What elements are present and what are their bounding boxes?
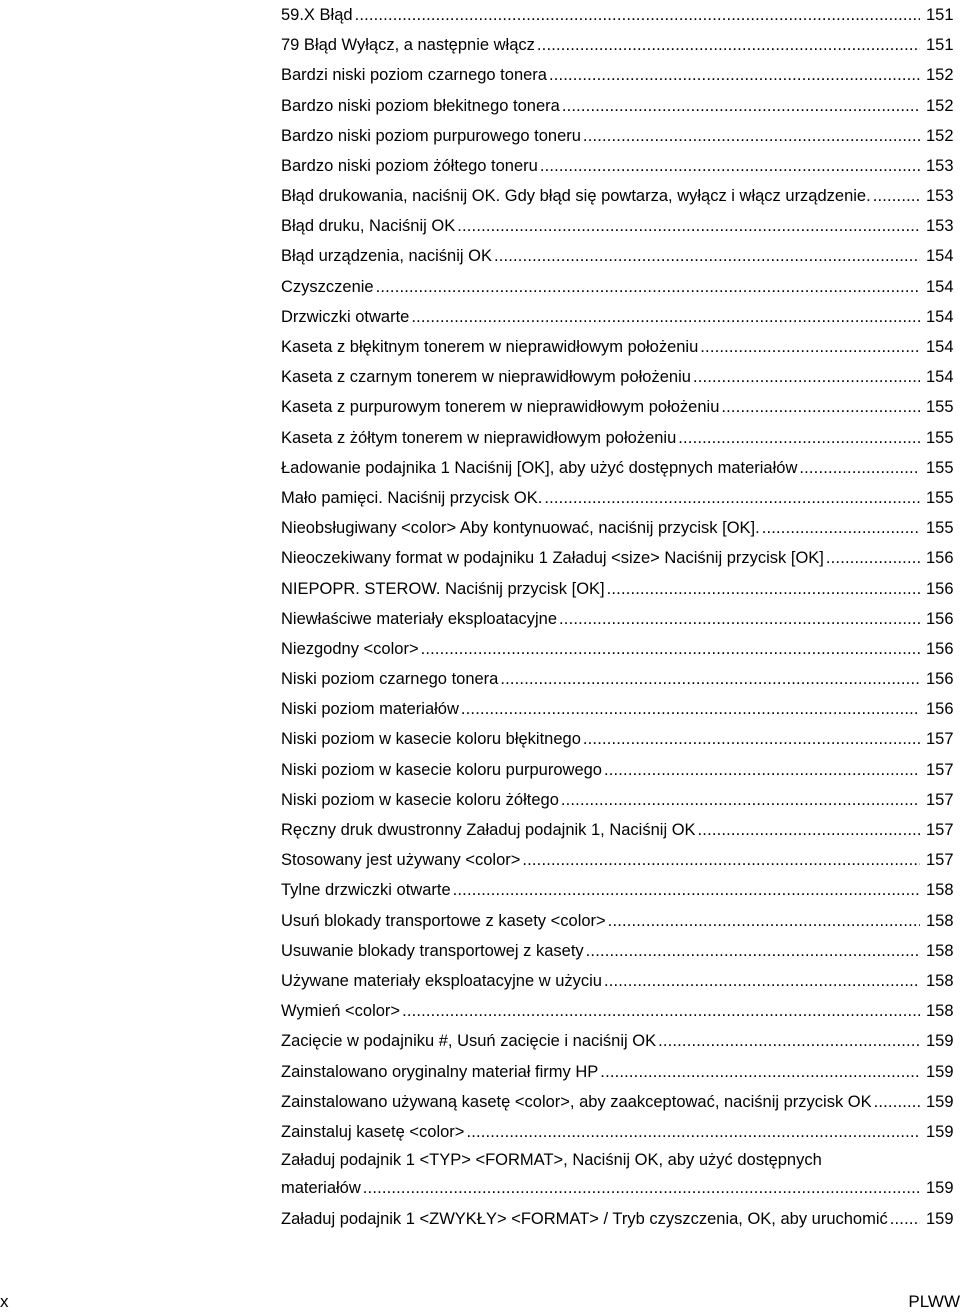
toc-entry-page: 156: [926, 639, 954, 658]
toc-entry-page: 155: [926, 519, 954, 538]
toc-entry-title: Niski poziom czarnego tonera: [281, 670, 499, 689]
toc-entry[interactable]: [281, 694, 960, 724]
toc-entry[interactable]: [281, 483, 960, 513]
toc-entry-page: 155: [926, 398, 954, 417]
toc-entry[interactable]: [281, 211, 960, 241]
toc-entry[interactable]: [281, 845, 960, 875]
toc-entry[interactable]: [281, 966, 960, 996]
toc-entry-title: Niski poziom w kasecie koloru żółtego: [281, 790, 559, 809]
toc-entry-page: 153: [926, 187, 954, 206]
toc-entry[interactable]: [281, 906, 960, 936]
dot-leader: [540, 151, 920, 181]
toc-entry-page: 152: [926, 126, 954, 145]
toc-entry-page: 159: [926, 1122, 954, 1141]
toc-entry-page: 154: [926, 368, 954, 387]
toc-entry-title: Niski poziom w kasecie koloru purpurowego: [281, 760, 602, 779]
dot-leader: [874, 1087, 920, 1117]
dot-leader: [583, 724, 920, 754]
dot-leader: [561, 785, 920, 815]
dot-leader: [453, 875, 920, 905]
toc-entry[interactable]: [281, 0, 960, 30]
dot-leader: [658, 1026, 920, 1056]
toc-entry[interactable]: [281, 936, 960, 966]
toc-entry[interactable]: [281, 332, 960, 362]
toc-entry-title: Nieobsługiwany <color> Aby kontynuować, naciśnij przycisk [OK].: [281, 519, 760, 538]
toc-entry-page: 157: [926, 730, 954, 749]
toc-entry[interactable]: [281, 664, 960, 694]
toc-entry[interactable]: [281, 1026, 960, 1056]
toc-entry-page: 154: [926, 338, 954, 357]
toc-entry-page: 158: [926, 911, 954, 930]
toc-entry-page: 157: [926, 760, 954, 779]
dot-leader: [762, 513, 920, 543]
toc-entry-title: 79 Błąd Wyłącz, a następnie włącz: [281, 36, 535, 55]
dot-leader: [583, 121, 920, 151]
dot-leader: [537, 30, 920, 60]
toc-entry-page: 152: [926, 96, 954, 115]
dot-leader: [461, 694, 920, 724]
toc-entry-page: 156: [926, 549, 954, 568]
toc-entry-page: 159: [926, 1062, 954, 1081]
toc-entry-title: 59.X Błąd: [281, 5, 353, 24]
toc-entry-page: 156: [926, 579, 954, 598]
dot-leader: [608, 906, 920, 936]
toc-entry[interactable]: [281, 272, 960, 302]
dot-leader: [604, 966, 920, 996]
toc-entry-page: 159: [926, 1032, 954, 1051]
dot-leader: [873, 181, 920, 211]
toc-entry-title: Błąd drukowania, naciśnij OK. Gdy błąd się powtarza, wyłącz i włącz urządzenie.: [281, 187, 871, 206]
dot-leader: [698, 815, 920, 845]
dot-leader: [421, 634, 920, 664]
toc-entry[interactable]: [281, 1087, 960, 1117]
toc-entry-title: Tylne drzwiczki otwarte: [281, 881, 451, 900]
toc-entry[interactable]: [281, 60, 960, 90]
toc-entry-page: 155: [926, 428, 954, 447]
toc-entry-title: Usuń blokady transportowe z kasety <color>: [281, 911, 606, 930]
dot-leader: [607, 574, 920, 604]
toc-entry-title: Bardzo niski poziom błekitnego tonera: [281, 96, 560, 115]
toc-entry-page: 151: [926, 36, 954, 55]
toc-entry[interactable]: [281, 785, 960, 815]
dot-leader: [600, 1057, 920, 1087]
toc-entry-title: Kaseta z czarnym tonerem w nieprawidłowym położeniu: [281, 368, 691, 387]
toc-entry-title: Zainstaluj kasetę <color>: [281, 1122, 465, 1141]
dot-leader: [604, 755, 920, 785]
toc-entry-multiline[interactable]: [281, 1147, 960, 1204]
toc-entry[interactable]: [281, 242, 960, 272]
toc-entry-page: 158: [926, 881, 954, 900]
dot-leader: [402, 996, 920, 1026]
dot-leader: [494, 241, 920, 271]
toc-entry-page: 157: [926, 851, 954, 870]
toc-entry-title: Mało pamięci. Naciśnij przycisk OK.: [281, 488, 543, 507]
toc-entry-title: Wymień <color>: [281, 1002, 401, 1021]
toc-entry-page: 154: [926, 277, 954, 296]
toc-entry-title: Kaseta z błękitnym tonerem w nieprawidłowym położeniu: [281, 338, 699, 357]
toc-entry-title-line2: materiałów: [281, 1179, 361, 1198]
toc-entry-title: Czyszczenie: [281, 277, 374, 296]
toc-entry[interactable]: [281, 996, 960, 1026]
dot-leader: [700, 332, 920, 362]
toc-entry-page: 156: [926, 670, 954, 689]
toc-entry-page: 154: [926, 247, 954, 266]
toc-entry-page: 159: [926, 1179, 954, 1198]
toc-entry[interactable]: [281, 423, 960, 453]
toc-entry[interactable]: [281, 513, 960, 543]
dot-leader: [363, 1173, 920, 1204]
toc-entry-title: Stosowany jest używany <color>: [281, 851, 521, 870]
toc-entry[interactable]: [281, 815, 960, 845]
dot-leader: [586, 936, 920, 966]
toc-entry-page: 157: [926, 821, 954, 840]
toc-entry-title: Nieoczekiwany format w podajniku 1 Załaduj <size> Naciśnij przycisk [OK]: [281, 549, 824, 568]
toc-entry-title: Niewłaściwe materiały eksploatacyjne: [281, 609, 558, 628]
dot-leader: [559, 604, 920, 634]
toc-entry-title: Kaseta z żółtym tonerem w nieprawidłowym położeniu: [281, 428, 677, 447]
toc-entry-title: Ładowanie podajnika 1 Naciśnij [OK], aby użyć dostępnych materiałów: [281, 458, 798, 477]
toc-entry-page: 156: [926, 609, 954, 628]
dot-leader: [355, 0, 920, 30]
dot-leader: [890, 1204, 920, 1234]
toc-entry-page: 155: [926, 488, 954, 507]
toc-entry-page: 153: [926, 217, 954, 236]
toc-entry-title: Zainstalowano używaną kasetę <color>, aby zaakceptować, naciśnij przycisk OK: [281, 1092, 872, 1111]
toc-entry[interactable]: [281, 1117, 960, 1147]
toc-entry-page: 158: [926, 941, 954, 960]
toc-entry[interactable]: [281, 151, 960, 181]
table-of-contents: [281, 0, 960, 1234]
toc-entry-page: 159: [926, 1210, 954, 1229]
toc-entry[interactable]: [281, 91, 960, 121]
toc-entry[interactable]: [281, 634, 960, 664]
toc-entry-title: Niezgodny <color>: [281, 639, 419, 658]
footer-locale: PLWW: [908, 1292, 960, 1311]
toc-entry-title: Bardzo niski poziom żółtego toneru: [281, 156, 538, 175]
toc-entry-page: 158: [926, 1002, 954, 1021]
toc-entry[interactable]: [281, 875, 960, 905]
dot-leader: [721, 392, 920, 422]
dot-leader: [826, 543, 920, 573]
toc-entry[interactable]: [281, 1057, 960, 1087]
toc-entry-title: Drzwiczki otwarte: [281, 307, 410, 326]
toc-entry-page: 152: [926, 66, 954, 85]
dot-leader: [411, 302, 920, 332]
toc-entry-title: Bardzi niski poziom czarnego tonera: [281, 66, 547, 85]
dot-leader: [549, 60, 920, 90]
toc-entry[interactable]: [281, 181, 960, 211]
toc-entry-page: 156: [926, 700, 954, 719]
toc-entry[interactable]: [281, 1204, 960, 1234]
toc-entry-title-line1: Załaduj podajnik 1 <TYP> <FORMAT>, Naciśnij OK, aby użyć dostępnych: [281, 1151, 822, 1170]
toc-entry[interactable]: [281, 543, 960, 573]
toc-entry-page: 158: [926, 971, 954, 990]
toc-entry[interactable]: [281, 604, 960, 634]
toc-entry[interactable]: [281, 121, 960, 151]
dot-leader: [678, 423, 920, 453]
dot-leader: [562, 91, 920, 121]
dot-leader: [457, 211, 920, 241]
toc-entry-title: Błąd druku, Naciśnij OK: [281, 217, 456, 236]
toc-entry-title: Zainstalowano oryginalny materiał firmy HP: [281, 1062, 599, 1081]
dot-leader: [466, 1117, 920, 1147]
footer-page-number: x: [0, 1292, 9, 1311]
toc-entry-title: Zacięcie w podajniku #, Usuń zacięcie i naciśnij OK: [281, 1032, 657, 1051]
toc-entry[interactable]: [281, 362, 960, 392]
toc-entry-page: 159: [926, 1092, 954, 1111]
toc-entry-title: NIEPOPR. STEROW. Naciśnij przycisk [OK]: [281, 579, 605, 598]
toc-entry[interactable]: [281, 755, 960, 785]
toc-entry-title: Niski poziom w kasecie koloru błękitnego: [281, 730, 581, 749]
toc-entry-title: Ręczny druk dwustronny Załaduj podajnik 1, Naciśnij OK: [281, 821, 696, 840]
toc-entry-page: 153: [926, 156, 954, 175]
toc-entry-page: 157: [926, 790, 954, 809]
toc-entry-title: Bardzo niski poziom purpurowego toneru: [281, 126, 581, 145]
toc-entry-title: Błąd urządzenia, naciśnij OK: [281, 247, 492, 266]
dot-leader: [544, 483, 920, 513]
dot-leader: [376, 272, 920, 302]
toc-entry[interactable]: [281, 725, 960, 755]
dot-leader: [799, 453, 920, 483]
dot-leader: [522, 845, 920, 875]
toc-entry-page: 151: [926, 5, 954, 24]
toc-entry-title: Używane materiały eksploatacyjne w użyciu: [281, 971, 602, 990]
toc-entry-title: Załaduj podajnik 1 <ZWYKŁY> <FORMAT> / Tryb czyszczenia, OK, aby uruchomić: [281, 1210, 888, 1229]
toc-entry-title: Niski poziom materiałów: [281, 700, 459, 719]
toc-entry[interactable]: [281, 392, 960, 422]
toc-entry-page: 154: [926, 307, 954, 326]
dot-leader: [500, 664, 920, 694]
dot-leader: [693, 362, 920, 392]
toc-entry[interactable]: [281, 453, 960, 483]
toc-entry[interactable]: [281, 574, 960, 604]
toc-entry[interactable]: [281, 30, 960, 60]
toc-entry-title: Kaseta z purpurowym tonerem w nieprawidłowym położeniu: [281, 398, 720, 417]
toc-entry[interactable]: [281, 302, 960, 332]
toc-entry-page: 155: [926, 458, 954, 477]
toc-entry-title: Usuwanie blokady transportowej z kasety: [281, 941, 584, 960]
